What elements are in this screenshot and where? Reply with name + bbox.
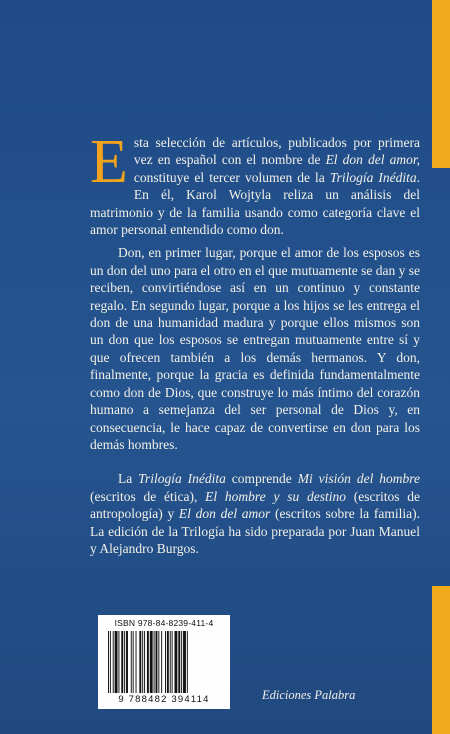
trilogy-title: Trilogía Inédita <box>329 169 417 185</box>
accent-bar-bottom <box>432 586 450 734</box>
publisher-name: Ediciones Palabra <box>262 688 356 702</box>
blurb-paragraph-2: Don, en primer lugar, porque el amor de los esposos es un don del uno para el otro en el que mutuamente se dan y se reciben, convirtiéndose así en un continuo y constante regalo. En segundo lugar, porque a los hijos se les entrega el don de una humanidad madura y porque ellos mismos son un don que los esposos se entregan mutuamente entre sí y que ofrecen también a los demás hermanos. Y don, finalmente, porque la gracia es definida fundamentalmente como don de Dios, que construye lo más íntimo del corazón humano a semejanza del ser personal de Dios y, en consecuencia, le hace capaz de convertirse en don para los demás hombres. <box>90 245 420 452</box>
drop-cap: E <box>90 128 128 196</box>
book-title: El don del amor, <box>325 152 421 168</box>
barcode-label <box>98 615 230 709</box>
accent-bar-top <box>432 0 450 168</box>
blurb-paragraph-3: La Trilogía Inédita comprende Mi visión del hombre (escritos de ética), El hombre y su destino (escritos de antropología) y El don del amor (escritos sobre la familia). La edición de la Trilogía ha sido preparada por Juan Manuel y Alejandro Burgos. <box>90 471 421 556</box>
barcode-number: 9 788482 394114 <box>118 694 210 705</box>
barcode-bars <box>108 631 220 693</box>
blurb-text <box>90 128 421 557</box>
blurb-paragraph-1: Esta selección de artículos, publicados por primera vez en español con el nombre de El don del amor, constituye el tercer volumen de la Trilogía Inédita. En él, Karol Wojtyla reliza un análisis del matrimonio y de la familia usando como categoría clave el amor personal entendido como don. <box>90 128 421 238</box>
isbn-text: ISBN 978-84-8239-411-4 <box>114 618 214 628</box>
